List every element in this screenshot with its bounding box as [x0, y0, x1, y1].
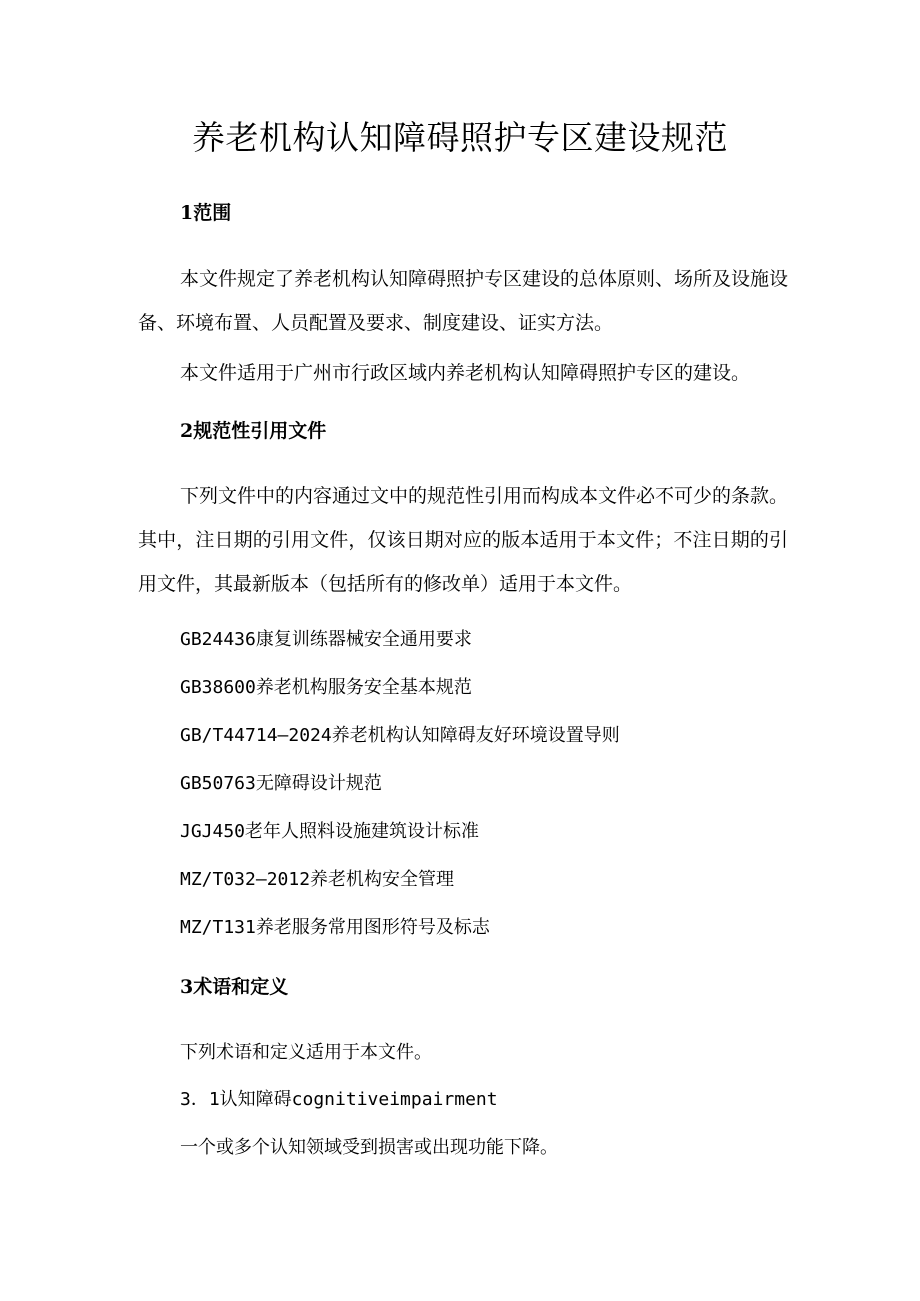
reference-item: GB24436康复训练器械安全通用要求: [180, 629, 472, 650]
document-title: 养老机构认知障碍照护专区建设规范: [192, 118, 728, 157]
section-heading-scope: 1范围: [180, 202, 232, 224]
reference-item: JGJ450老年人照料设施建筑设计标准: [180, 821, 480, 842]
section-heading-terms: 3术语和定义: [180, 976, 289, 998]
term-entry: 3．1认知障碍cognitiveimpairment: [180, 1089, 498, 1110]
reference-item: GB38600养老机构服务安全基本规范: [180, 677, 472, 698]
references-paragraph: 下列文件中的内容通过文中的规范性引用而构成本文件必不可少的条款。其中，注日期的引用文件，仅该日期对应的版本适用于本文件；不注日期的引用文件，其最新版本（包括所有的修改单）适用于本文件。: [138, 485, 789, 595]
terms-intro: 下列术语和定义适用于本文件。: [180, 1042, 432, 1063]
reference-item: MZ/T131养老服务常用图形符号及标志: [180, 917, 490, 938]
reference-item: MZ/T032—2012养老机构安全管理: [180, 869, 455, 890]
section-heading-references: 2规范性引用文件: [180, 420, 327, 442]
reference-item: GB/T44714—2024养老机构认知障碍友好环境设置导则: [180, 725, 620, 746]
scope-paragraph-2: 本文件适用于广州市行政区域内养老机构认知障碍照护专区的建设。: [180, 362, 751, 384]
scope-paragraph-1: 本文件规定了养老机构认知障碍照护专区建设的总体原则、场所及设施设备、环境布置、人员配置及要求、制度建设、证实方法。: [138, 268, 789, 334]
term-definition: 一个或多个认知领域受到损害或出现功能下降。: [180, 1137, 558, 1158]
reference-item: GB50763无障碍设计规范: [180, 773, 382, 794]
